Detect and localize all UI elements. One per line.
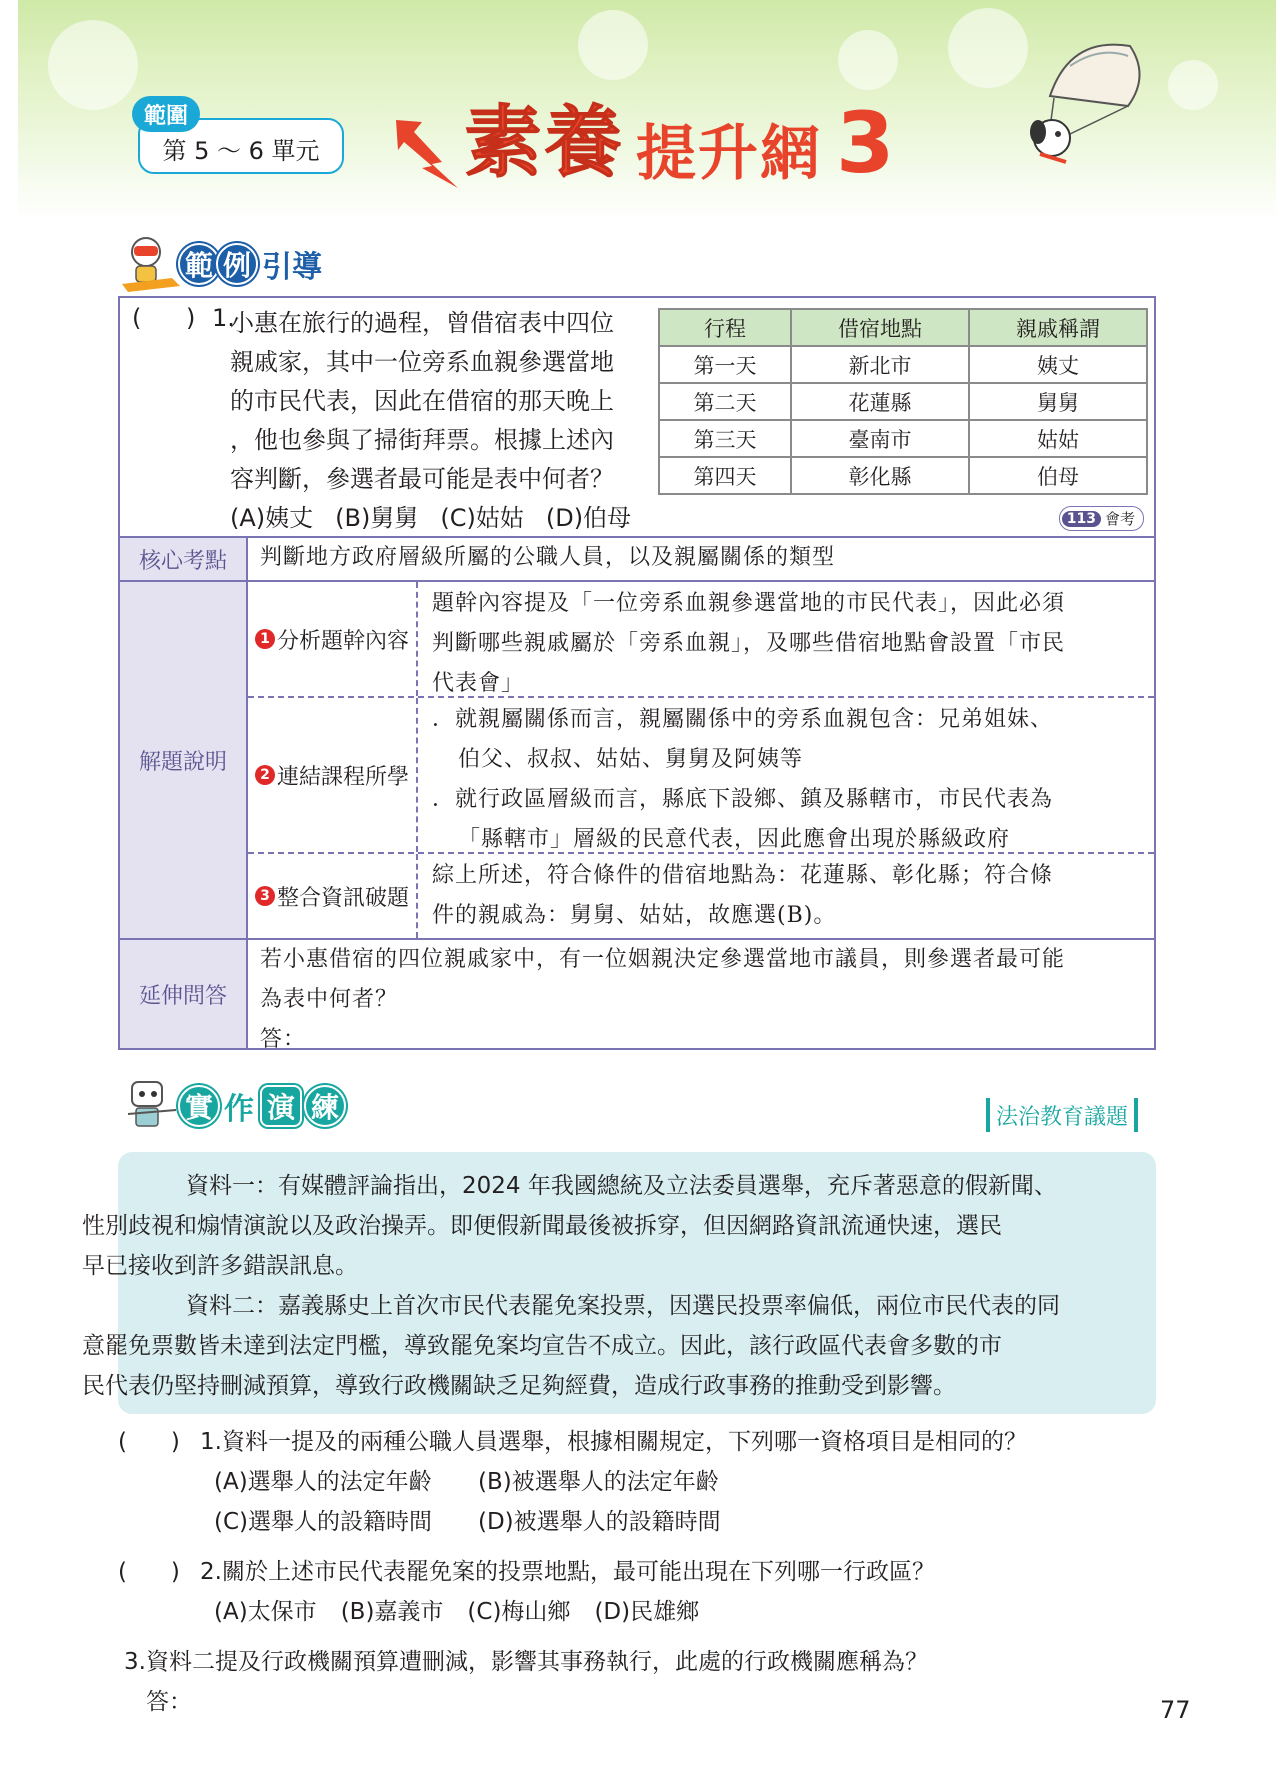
question-line: ，他也參與了掃街拜票。根據上述內 [230, 426, 614, 454]
step-line: 判斷哪些親戚屬於「旁系血親」，及哪些借宿地點會設置「市民 [432, 631, 1066, 656]
exam-year: 113 [1062, 511, 1101, 527]
step-3 [248, 852, 1154, 938]
step-number-1: 1 [255, 629, 275, 649]
material-line: 資料一：有媒體評論指出，2024 年我國總統及立法委員選舉，充斥著惡意的假新聞、 [186, 1173, 1057, 1199]
step-line: 題幹內容提及「一位旁系血親參選當地的市民代表」，因此必須 [432, 591, 1066, 616]
extension-row [120, 938, 1154, 1052]
question-text: 2.關於上述市民代表罷免案的投票地點，最可能出現在下列哪一行政區？ [200, 1559, 935, 1585]
question-line: 的市民代表，因此在借宿的那天晚上 [230, 387, 614, 415]
step-1 [248, 582, 1154, 696]
table-cell: 姨丈 [969, 346, 1147, 383]
step-2-title: 連結課程所學 [276, 764, 409, 790]
question-line [118, 1422, 1158, 1462]
option-d[interactable]: (D)民雄鄉 [594, 1599, 700, 1625]
heading-chip: 範 [178, 243, 220, 285]
material-line: 民代表仍堅持刪減預算，導致行政機關缺乏足夠經費，造成行政事務的推動受到影響。 [82, 1373, 956, 1399]
heading-chip: 實 [178, 1085, 220, 1127]
question-line [118, 1552, 1158, 1592]
table-row [659, 346, 1147, 383]
page-number: 77 [1160, 1696, 1191, 1724]
heading-text: 作 [224, 1092, 254, 1127]
robot-mascot-icon [120, 232, 182, 296]
bokeh-decoration [1168, 60, 1218, 110]
extension-line: 若小惠借宿的四位親戚家中，有一位姻親決定參選當地市議員，則參選者最可能 [260, 947, 1066, 972]
step-line: ．就行政區層級而言，縣底下設鄉、鎮及縣轄市，市民代表為 [432, 787, 1054, 812]
option-a[interactable]: (A)太保市 [214, 1599, 317, 1625]
material-box [82, 1152, 1156, 1414]
material-line: 性別歧視和煽情演說以及政治操弄。即便假新聞最後被拆穿，但因網路資訊流通快速，選民 [82, 1213, 1002, 1239]
option-a[interactable]: (A)選舉人的法定年齡 [214, 1469, 432, 1495]
bokeh-decoration [578, 10, 648, 80]
table-cell: 花蓮縣 [791, 383, 969, 420]
question-text: 3.資料二提及行政機關預算遭刪減，影響其事務執行，此處的行政機關應稱為？ [124, 1649, 928, 1675]
question-text: 1.資料一提及的兩種公職人員選舉，根據相關規定，下列哪一資格項目是相同的？ [200, 1429, 1027, 1455]
step-line: ．就親屬關係而言，親屬關係中的旁系血親包含：兄弟姐妹、 [432, 707, 1054, 732]
table-cell: 伯母 [969, 457, 1147, 494]
option-b[interactable]: (B)被選舉人的法定年齡 [478, 1469, 719, 1495]
material-2 [82, 1286, 1140, 1406]
table-row [659, 457, 1147, 494]
options-row [118, 1592, 1158, 1632]
heading-chip: 練 [304, 1085, 346, 1127]
answer-paren-open: ( [132, 304, 142, 332]
step-1-body [432, 584, 1144, 704]
extension-label: 延伸問答 [120, 940, 248, 1048]
page-title [392, 92, 894, 192]
material-line: 早已接收到許多錯誤訊息。 [82, 1253, 358, 1279]
explanation-label: 解題說明 [120, 582, 248, 938]
practice-question-2 [118, 1552, 1158, 1632]
option-a[interactable]: (A)姨丈 [230, 504, 314, 532]
table-header: 行程 [659, 309, 791, 346]
practice-heading [120, 1074, 346, 1138]
material-line: 意罷免票數皆未達到法定門檻，導致罷免案均宣告不成立。因此，該行政區代表會多數的市 [82, 1333, 1002, 1359]
title-main: 素養 [464, 98, 625, 188]
heading-chip: 演 [260, 1085, 302, 1127]
table-header: 親戚稱謂 [969, 309, 1147, 346]
relatives-table [658, 308, 1148, 495]
example-box [118, 296, 1156, 1050]
step-line: 「縣轄市」層級的民意代表，因此應會出現於縣級政府 [458, 827, 1011, 852]
option-c[interactable]: (C)選舉人的設籍時間 [214, 1509, 433, 1535]
scope-badge: 範圍 [132, 96, 200, 132]
extension-text [260, 940, 1065, 1060]
table-cell: 姑姑 [969, 420, 1147, 457]
material-1 [82, 1166, 1140, 1286]
step-number-2: 2 [255, 765, 275, 785]
title-number: 3 [836, 94, 895, 192]
step-2 [248, 696, 1154, 852]
step-3-label [248, 854, 418, 938]
table-cell: 新北市 [791, 346, 969, 383]
step-2-label [248, 698, 418, 852]
step-3-body [432, 856, 1144, 936]
heading-text: 引導 [262, 250, 322, 285]
explanation-row [120, 580, 1154, 938]
step-line: 綜上所述，符合條件的借宿地點為：花蓮縣、彰化縣；符合條 [432, 863, 1054, 888]
lightning-arrow-icon [392, 112, 462, 192]
option-c[interactable]: (C)姑姑 [440, 504, 524, 532]
step-line: 件的親戚為：舅舅、姑姑，故應選(B)。 [432, 903, 837, 928]
practice-question-3 [124, 1642, 1154, 1722]
option-c[interactable]: (C)梅山鄉 [467, 1599, 571, 1625]
table-cell: 臺南市 [791, 420, 969, 457]
example-heading [120, 232, 322, 296]
scope-text: 第 5 ～ 6 單元 [138, 118, 344, 174]
step-2-body [432, 700, 1144, 860]
table-header: 借宿地點 [791, 309, 969, 346]
question-line: 容判斷，參選者最可能是表中何者？ [230, 465, 614, 493]
answer-paren[interactable]: ( ) [118, 1559, 180, 1585]
question-number: 1. [212, 304, 235, 332]
question-line: 親戚家，其中一位旁系血親參選當地 [230, 348, 614, 376]
bokeh-decoration [838, 30, 898, 90]
core-point-row [120, 536, 1154, 580]
step-1-title: 分析題幹內容 [276, 628, 409, 654]
step-number-3: 3 [255, 886, 275, 906]
core-point-text: 判斷地方政府層級所屬的公職人員，以及親屬關係的類型 [260, 545, 836, 570]
step-1-label [248, 582, 418, 696]
practice-question-1 [118, 1422, 1158, 1542]
core-point-label: 核心考點 [120, 538, 248, 580]
step-3-title: 整合資訊破題 [276, 885, 409, 911]
question-line: 小惠在旅行的過程，曾借宿表中四位 [230, 309, 614, 337]
table-cell: 彰化縣 [791, 457, 969, 494]
table-cell: 第三天 [659, 420, 791, 457]
table-row [659, 420, 1147, 457]
answer-paren-close: ) [186, 304, 196, 332]
heading-chip: 例 [216, 243, 258, 285]
answer-paren[interactable]: ( ) [118, 1429, 180, 1455]
options-row [118, 1502, 1158, 1542]
option-b[interactable]: (B)舅舅 [335, 504, 419, 532]
extension-line: 為表中何者？ [260, 987, 399, 1012]
table-row [659, 383, 1147, 420]
table-cell: 第一天 [659, 346, 791, 383]
topic-tag: 法治教育議題 [986, 1098, 1138, 1132]
title-sub: 提升網 [636, 119, 823, 189]
table-cell: 舅舅 [969, 383, 1147, 420]
exam-label: 會考 [1104, 510, 1135, 528]
table-cell: 第四天 [659, 457, 791, 494]
step-line: 代表會」 [432, 671, 525, 696]
exam-reference-tag [1059, 506, 1144, 531]
extension-answer[interactable]: 答： [260, 1027, 307, 1052]
option-d[interactable]: (D)被選舉人的設籍時間 [478, 1509, 721, 1535]
material-line: 資料二：嘉義縣史上首次市民代表罷免案投票，因選民投票率偏低，兩位市民代表的同 [186, 1293, 1060, 1319]
robot-mascot-icon [120, 1074, 182, 1138]
step-line: 伯父、叔叔、姑姑、舅舅及阿姨等 [458, 747, 804, 772]
options-row [230, 499, 780, 538]
answer-field[interactable]: 答： [146, 1689, 192, 1715]
option-b[interactable]: (B)嘉義市 [340, 1599, 444, 1625]
parachute-mascot-icon [1010, 36, 1150, 166]
option-d[interactable]: (D)伯母 [545, 504, 632, 532]
example-question [120, 298, 1154, 536]
options-row [118, 1462, 1158, 1502]
bokeh-decoration [48, 20, 138, 110]
table-cell: 第二天 [659, 383, 791, 420]
